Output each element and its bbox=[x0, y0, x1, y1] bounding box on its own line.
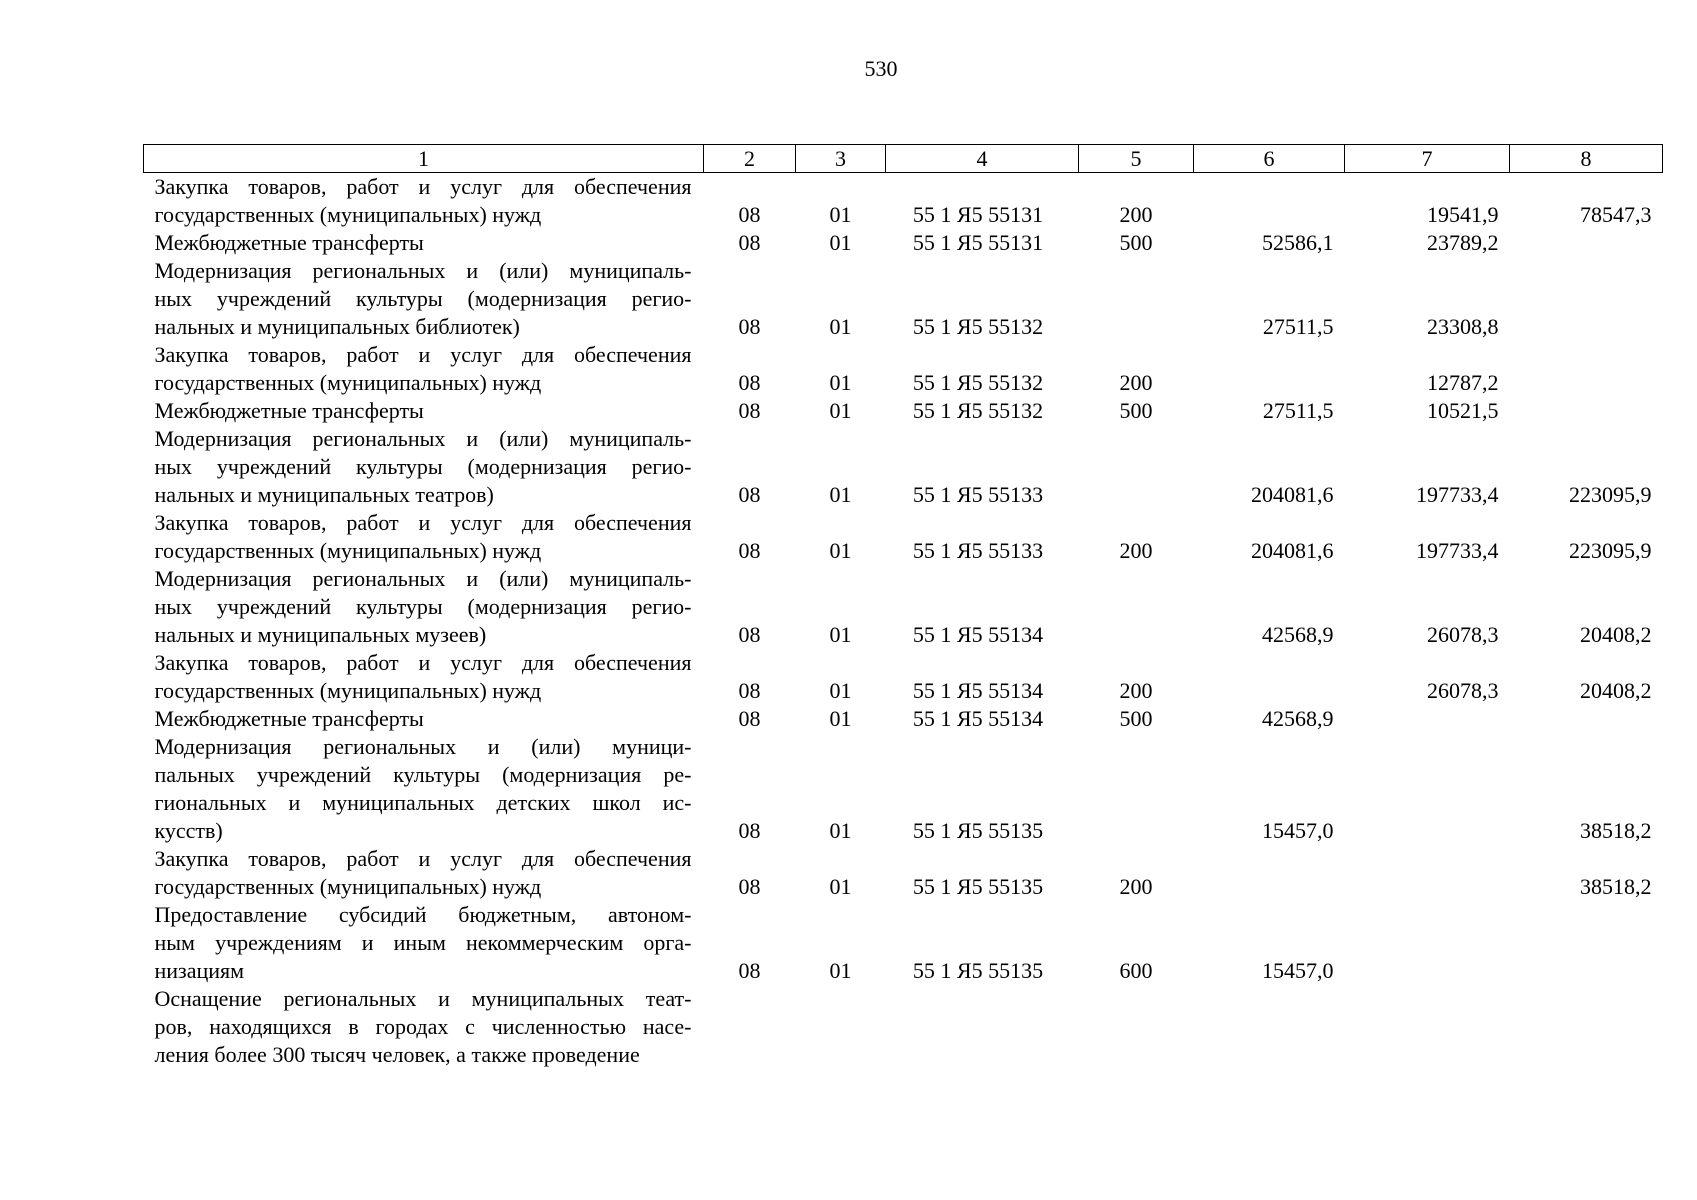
page-number: 530 bbox=[864, 56, 898, 81]
table-row bbox=[144, 509, 1663, 565]
row-value-col7: 197733,4 bbox=[1416, 538, 1499, 563]
row-name-line: ления более 300 тысяч человек, а также проведение bbox=[154, 1042, 640, 1067]
row-name-line: Закупка товаров, работ и услуг для обеспечения bbox=[154, 846, 692, 871]
row-name-line: гиональных и муниципальных детских школ ис- bbox=[154, 790, 692, 815]
row-value-col7 bbox=[1345, 985, 1510, 1069]
row-value-col7 bbox=[1345, 901, 1510, 985]
table-row bbox=[144, 565, 1663, 649]
row-expense-type: 200 bbox=[1119, 874, 1153, 899]
header-col-8: 8 bbox=[1510, 145, 1663, 173]
row-name-line: Закупка товаров, работ и услуг для обеспечения bbox=[154, 174, 692, 199]
row-name-line: государственных (муниципальных) нужд bbox=[154, 678, 542, 703]
row-value-col7: 23789,2 bbox=[1427, 230, 1499, 255]
row-value-col6 bbox=[1194, 649, 1345, 705]
row-value-col8 bbox=[1510, 985, 1663, 1069]
row-name-line: Модернизация региональных и (или) муниципаль- bbox=[154, 426, 692, 451]
row-value-col6 bbox=[1194, 173, 1345, 230]
row-name-line: государственных (муниципальных) нужд bbox=[154, 370, 542, 395]
row-name-line: Межбюджетные трансферты bbox=[154, 398, 424, 423]
row-expense-type: 200 bbox=[1119, 370, 1153, 395]
table-row bbox=[144, 341, 1663, 397]
row-name-line: государственных (муниципальных) нужд bbox=[154, 874, 542, 899]
row-section: 08 bbox=[738, 678, 761, 703]
row-target-code: 55 1 Я5 55134 bbox=[912, 678, 1044, 703]
row-value-col8 bbox=[1510, 901, 1663, 985]
row-expense-type bbox=[1079, 565, 1194, 649]
row-name-line: Межбюджетные трансферты bbox=[154, 230, 424, 255]
row-target-code: 55 1 Я5 55132 bbox=[912, 314, 1044, 339]
row-name-line: Закупка товаров, работ и услуг для обеспечения bbox=[154, 342, 692, 367]
row-target-code: 55 1 Я5 55134 bbox=[912, 622, 1044, 647]
row-name bbox=[144, 257, 704, 341]
row-value-col6: 42568,9 bbox=[1262, 706, 1334, 731]
row-value-col8 bbox=[1510, 229, 1663, 257]
row-name bbox=[144, 341, 704, 397]
row-name bbox=[144, 733, 704, 845]
table-row bbox=[144, 705, 1663, 733]
header-col-4: 4 bbox=[886, 145, 1079, 173]
row-value-col7: 197733,4 bbox=[1416, 482, 1499, 507]
row-value-col7 bbox=[1345, 733, 1510, 845]
row-value-col8 bbox=[1510, 705, 1663, 733]
row-value-col6: 15457,0 bbox=[1262, 818, 1334, 843]
table-row bbox=[144, 397, 1663, 425]
row-target-code: 55 1 Я5 55133 bbox=[912, 538, 1044, 563]
row-name bbox=[144, 985, 704, 1069]
row-value-col6: 15457,0 bbox=[1262, 958, 1334, 983]
row-section: 08 bbox=[738, 958, 761, 983]
row-name bbox=[144, 845, 704, 901]
row-value-col8 bbox=[1510, 397, 1663, 425]
row-name-line: ных учреждений культуры (модернизация регио- bbox=[154, 594, 692, 619]
row-subsection: 01 bbox=[829, 398, 852, 423]
row-section: 08 bbox=[738, 370, 761, 395]
row-value-col8: 223095,9 bbox=[1569, 538, 1652, 563]
row-subsection: 01 bbox=[829, 370, 852, 395]
row-name bbox=[144, 425, 704, 509]
row-expense-type: 500 bbox=[1119, 706, 1153, 731]
row-name-line: Межбюджетные трансферты bbox=[154, 706, 424, 731]
row-target-code: 55 1 Я5 55133 bbox=[912, 482, 1044, 507]
row-target-code: 55 1 Я5 55134 bbox=[912, 706, 1044, 731]
row-value-col8: 20408,2 bbox=[1580, 678, 1652, 703]
row-section: 08 bbox=[738, 314, 761, 339]
row-name bbox=[144, 649, 704, 705]
row-value-col7: 10521,5 bbox=[1427, 398, 1499, 423]
row-name-line: пальных учреждений культуры (модернизация ре- bbox=[154, 762, 692, 787]
row-subsection bbox=[796, 985, 886, 1069]
row-name-line: нальных и муниципальных театров) bbox=[154, 482, 494, 507]
row-subsection: 01 bbox=[829, 678, 852, 703]
row-value-col7: 19541,9 bbox=[1427, 202, 1499, 227]
row-value-col6: 42568,9 bbox=[1262, 622, 1334, 647]
table-row bbox=[144, 173, 1663, 230]
row-name-line: Оснащение региональных и муниципальных теат- bbox=[154, 986, 692, 1011]
row-target-code: 55 1 Я5 55132 bbox=[912, 370, 1044, 395]
row-name-line: ных учреждений культуры (модернизация регио- bbox=[154, 454, 692, 479]
row-value-col6 bbox=[1194, 341, 1345, 397]
row-expense-type: 600 bbox=[1119, 958, 1153, 983]
row-value-col7: 26078,3 bbox=[1427, 622, 1499, 647]
table-row bbox=[144, 649, 1663, 705]
row-subsection: 01 bbox=[829, 622, 852, 647]
budget-table bbox=[143, 144, 1663, 1069]
row-expense-type: 200 bbox=[1119, 678, 1153, 703]
row-expense-type bbox=[1079, 257, 1194, 341]
row-value-col6 bbox=[1194, 845, 1345, 901]
row-value-col7: 12787,2 bbox=[1427, 370, 1499, 395]
row-value-col8: 78547,3 bbox=[1580, 202, 1652, 227]
row-target-code: 55 1 Я5 55131 bbox=[912, 230, 1044, 255]
row-name-line: Закупка товаров, работ и услуг для обеспечения bbox=[154, 510, 692, 535]
row-value-col7: 26078,3 bbox=[1427, 678, 1499, 703]
row-target-code: 55 1 Я5 55131 bbox=[912, 202, 1044, 227]
row-subsection: 01 bbox=[829, 706, 852, 731]
table-header bbox=[144, 145, 1663, 173]
row-subsection: 01 bbox=[829, 230, 852, 255]
row-name-line: нальных и муниципальных библиотек) bbox=[154, 314, 520, 339]
row-name-line: низациям bbox=[154, 958, 245, 983]
row-expense-type bbox=[1079, 425, 1194, 509]
row-value-col7 bbox=[1345, 705, 1510, 733]
row-name-line: Предоставление субсидий бюджетным, автоном- bbox=[154, 902, 692, 927]
header-col-3: 3 bbox=[796, 145, 886, 173]
row-value-col6 bbox=[1194, 985, 1345, 1069]
row-section: 08 bbox=[738, 482, 761, 507]
row-value-col6: 204081,6 bbox=[1251, 538, 1334, 563]
header-col-2: 2 bbox=[704, 145, 796, 173]
row-name bbox=[144, 565, 704, 649]
row-name-line: Закупка товаров, работ и услуг для обеспечения bbox=[154, 650, 692, 675]
row-name-line: Модернизация региональных и (или) муниципаль- bbox=[154, 258, 692, 283]
row-target-code bbox=[886, 985, 1079, 1069]
row-expense-type bbox=[1079, 733, 1194, 845]
row-section bbox=[704, 985, 796, 1069]
row-subsection: 01 bbox=[829, 538, 852, 563]
table-body bbox=[144, 173, 1663, 1070]
row-name bbox=[144, 173, 704, 230]
row-target-code: 55 1 Я5 55135 bbox=[912, 818, 1044, 843]
row-value-col8: 20408,2 bbox=[1580, 622, 1652, 647]
table-row bbox=[144, 425, 1663, 509]
row-name-line: нальных и муниципальных музеев) bbox=[154, 622, 487, 647]
row-value-col8 bbox=[1510, 341, 1663, 397]
row-name-line: ров, находящихся в городах с численностью насе- bbox=[154, 1014, 692, 1039]
row-subsection: 01 bbox=[829, 314, 852, 339]
row-name-line: ным учреждениям и иным некоммерческим орга- bbox=[154, 930, 692, 955]
row-section: 08 bbox=[738, 538, 761, 563]
header-col-7: 7 bbox=[1345, 145, 1510, 173]
row-section: 08 bbox=[738, 398, 761, 423]
row-expense-type bbox=[1079, 985, 1194, 1069]
row-value-col6: 27511,5 bbox=[1262, 398, 1334, 423]
row-name bbox=[144, 705, 704, 733]
row-value-col6: 52586,1 bbox=[1262, 230, 1334, 255]
row-section: 08 bbox=[738, 818, 761, 843]
table-row bbox=[144, 845, 1663, 901]
table-row bbox=[144, 901, 1663, 985]
row-name-line: государственных (муниципальных) нужд bbox=[154, 202, 542, 227]
row-value-col8: 38518,2 bbox=[1580, 818, 1652, 843]
row-value-col6: 204081,6 bbox=[1251, 482, 1334, 507]
row-name bbox=[144, 229, 704, 257]
row-value-col8: 223095,9 bbox=[1569, 482, 1652, 507]
header-col-1: 1 bbox=[144, 145, 704, 173]
row-subsection: 01 bbox=[829, 202, 852, 227]
table-row bbox=[144, 985, 1663, 1069]
row-value-col7: 23308,8 bbox=[1427, 314, 1499, 339]
row-expense-type: 500 bbox=[1119, 230, 1153, 255]
row-name-line: Модернизация региональных и (или) муниципаль- bbox=[154, 566, 692, 591]
row-target-code: 55 1 Я5 55135 bbox=[912, 874, 1044, 899]
row-value-col8 bbox=[1510, 257, 1663, 341]
row-section: 08 bbox=[738, 874, 761, 899]
table-row bbox=[144, 229, 1663, 257]
row-section: 08 bbox=[738, 230, 761, 255]
row-target-code: 55 1 Я5 55135 bbox=[912, 958, 1044, 983]
row-name-line: кусств) bbox=[154, 818, 223, 843]
row-name-line: Модернизация региональных и (или) муници- bbox=[154, 734, 692, 759]
row-value-col6: 27511,5 bbox=[1262, 314, 1334, 339]
row-subsection: 01 bbox=[829, 874, 852, 899]
row-section: 08 bbox=[738, 622, 761, 647]
row-expense-type: 200 bbox=[1119, 202, 1153, 227]
row-value-col7 bbox=[1345, 845, 1510, 901]
row-subsection: 01 bbox=[829, 482, 852, 507]
row-subsection: 01 bbox=[829, 818, 852, 843]
table-row bbox=[144, 733, 1663, 845]
table-row bbox=[144, 257, 1663, 341]
row-expense-type: 500 bbox=[1119, 398, 1153, 423]
row-section: 08 bbox=[738, 202, 761, 227]
row-name bbox=[144, 397, 704, 425]
row-expense-type: 200 bbox=[1119, 538, 1153, 563]
row-name-line: ных учреждений культуры (модернизация регио- bbox=[154, 286, 692, 311]
row-name-line: государственных (муниципальных) нужд bbox=[154, 538, 542, 563]
row-name bbox=[144, 901, 704, 985]
row-target-code: 55 1 Я5 55132 bbox=[912, 398, 1044, 423]
row-value-col8: 38518,2 bbox=[1580, 874, 1652, 899]
header-row bbox=[144, 145, 1663, 173]
header-col-6: 6 bbox=[1194, 145, 1345, 173]
row-section: 08 bbox=[738, 706, 761, 731]
row-name bbox=[144, 509, 704, 565]
header-col-5: 5 bbox=[1079, 145, 1194, 173]
row-subsection: 01 bbox=[829, 958, 852, 983]
